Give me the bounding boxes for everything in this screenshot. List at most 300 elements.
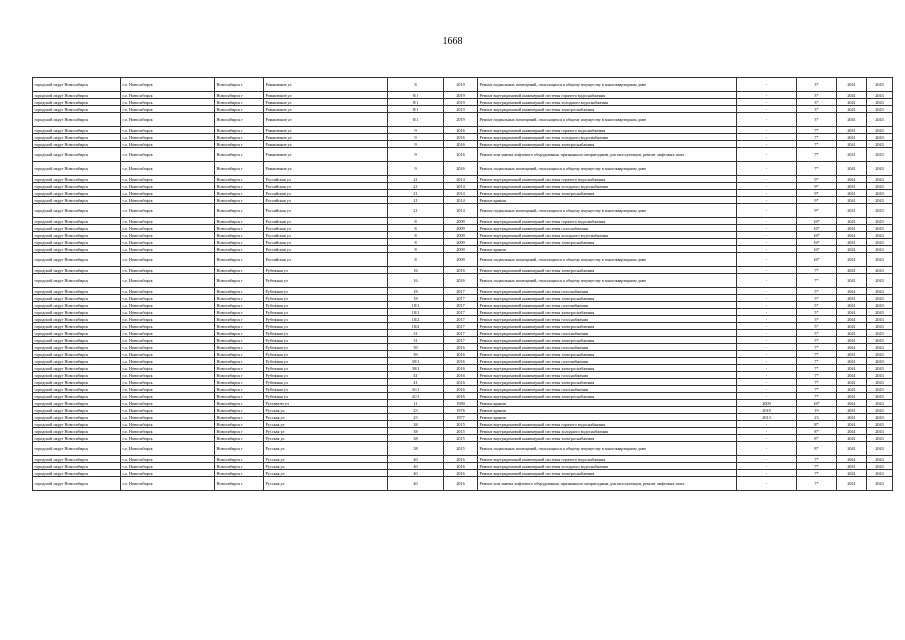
rate-cell: 3* [797,78,837,92]
table-row [33,218,893,225]
from-year-cell: 2041 [837,127,867,134]
cost-cell: - [737,204,797,218]
cost-cell: - [737,232,797,239]
go-cell: г.о. Новосибирск [121,246,215,253]
street-cell: Русская ул [264,407,388,414]
cost-cell: - [737,393,797,400]
year-cell: 2014 [444,204,478,218]
house-cell: 8/1 [388,113,444,127]
to-year-cell: 2043 [867,127,893,134]
rate-cell: 3* [797,113,837,127]
go-cell: г.о. Новосибирск [121,379,215,386]
from-year-cell: 2041 [837,106,867,113]
street-cell: Рубежная ул [264,295,388,302]
cost-cell: - [737,113,797,127]
table-row [33,393,893,400]
okrug-cell: городской округ Новосибирск [33,456,121,463]
table-row [33,288,893,295]
from-year-cell: 2041 [837,407,867,414]
to-year-cell: 2043 [867,463,893,470]
year-cell: 2015 [444,442,478,456]
rate-cell: 7* [797,477,837,491]
to-year-cell: 2043 [867,316,893,323]
rate-cell: 16* [797,253,837,267]
okrug-cell: городской округ Новосибирск [33,134,121,141]
okrug-cell: городской округ Новосибирск [33,141,121,148]
okrug-cell: городской округ Новосибирск [33,197,121,204]
cost-cell: 2009 [737,400,797,407]
work-cell: Ремонт внутридомовой инженерной системы горячего водоснабжения [478,127,737,134]
go-cell: г.о. Новосибирск [121,78,215,92]
go-cell: г.о. Новосибирск [121,141,215,148]
rate-cell: 8* [797,421,837,428]
year-cell: 2015 [444,421,478,428]
okrug-cell: городской округ Новосибирск [33,218,121,225]
rate-cell: 5* [797,316,837,323]
house-cell: 16 [388,274,444,288]
okrug-cell: городской округ Новосибирск [33,246,121,253]
year-cell: 2016 [444,463,478,470]
city-cell: Новосибирск г [215,316,264,323]
house-cell: 9 [388,141,444,148]
city-cell: Новосибирск г [215,127,264,134]
to-year-cell: 2043 [867,477,893,491]
table-row [33,78,893,92]
to-year-cell: 2043 [867,113,893,127]
city-cell: Новосибирск г [215,351,264,358]
table-row [33,414,893,421]
from-year-cell: 2041 [837,246,867,253]
rate-cell: 5* [797,309,837,316]
to-year-cell: 2043 [867,351,893,358]
to-year-cell: 2043 [867,106,893,113]
street-cell: Романтиков ул [264,78,388,92]
to-year-cell: 2043 [867,218,893,225]
work-cell: Ремонт крыши [478,407,737,414]
rate-cell: 23 [797,414,837,421]
go-cell: г.о. Новосибирск [121,414,215,421]
to-year-cell: 2043 [867,183,893,190]
city-cell: Новосибирск г [215,323,264,330]
work-cell: Ремонт внутридомовой инженерной системы электроснабжения [478,379,737,386]
street-cell: Русская ул [264,435,388,442]
city-cell: Новосибирск г [215,358,264,365]
from-year-cell: 2041 [837,141,867,148]
to-year-cell: 2043 [867,365,893,372]
work-cell: Ремонт крыши [478,400,737,407]
house-cell: 9 [388,134,444,141]
table-row [33,92,893,99]
year-cell: 2019 [444,92,478,99]
year-cell: 2019 [444,78,478,92]
work-cell: Ремонт крыши [478,414,737,421]
cost-cell: - [737,225,797,232]
from-year-cell: 2041 [837,309,867,316]
to-year-cell: 2043 [867,393,893,400]
street-cell: Романтиков ул [264,92,388,99]
to-year-cell: 2043 [867,379,893,386]
street-cell: Российская ул [264,176,388,183]
table-row [33,162,893,176]
year-cell: 2017 [444,302,478,309]
table-row [33,407,893,414]
to-year-cell: 2043 [867,288,893,295]
street-cell: Рубежная ул [264,267,388,274]
cost-cell: - [737,358,797,365]
from-year-cell: 2041 [837,162,867,176]
to-year-cell: 2043 [867,330,893,337]
work-cell: Ремонт подвальных помещений, относящихся к общему имуществу в многоквартирном доме [478,162,737,176]
table-row [33,176,893,183]
to-year-cell: 2043 [867,414,893,421]
street-cell: Русская ул [264,456,388,463]
city-cell: Новосибирск г [215,190,264,197]
registry-table [32,77,893,491]
from-year-cell: 2041 [837,316,867,323]
house-cell: 38 [388,435,444,442]
to-year-cell: 2043 [867,435,893,442]
rate-cell: 3* [797,106,837,113]
from-year-cell: 2041 [837,414,867,421]
street-cell: Российская ул [264,239,388,246]
okrug-cell: городской округ Новосибирск [33,78,121,92]
from-year-cell: 2041 [837,393,867,400]
rate-cell: 7* [797,372,837,379]
from-year-cell: 2041 [837,456,867,463]
rate-cell: 7* [797,358,837,365]
work-cell: Ремонт внутридомовой инженерной системы горячего водоснабжения [478,176,737,183]
year-cell: 2014 [444,183,478,190]
table-row [33,435,893,442]
okrug-cell: городской округ Новосибирск [33,162,121,176]
rate-cell: 7* [797,365,837,372]
street-cell: Романтиков ул [264,162,388,176]
okrug-cell: городской округ Новосибирск [33,183,121,190]
from-year-cell: 2041 [837,477,867,491]
street-cell: Российская ул [264,225,388,232]
work-cell: Ремонт внутридомовой инженерной системы холодного водоснабжения [478,428,737,435]
okrug-cell: городской округ Новосибирск [33,295,121,302]
table-row [33,246,893,253]
go-cell: г.о. Новосибирск [121,253,215,267]
go-cell: г.о. Новосибирск [121,400,215,407]
street-cell: Российская ул [264,183,388,190]
okrug-cell: городской округ Новосибирск [33,113,121,127]
house-cell: 9 [388,148,444,162]
house-cell: 21 [388,190,444,197]
year-cell: 2019 [444,99,478,106]
go-cell: г.о. Новосибирск [121,134,215,141]
table-row [33,442,893,456]
from-year-cell: 2041 [837,323,867,330]
house-cell: 8 [388,78,444,92]
street-cell: Романтиков ул [264,134,388,141]
street-cell: Романтиков ул [264,113,388,127]
from-year-cell: 2041 [837,218,867,225]
to-year-cell: 2043 [867,428,893,435]
year-cell: 2015 [444,428,478,435]
rate-cell: 9* [797,183,837,190]
work-cell: Ремонт внутридомовой инженерной системы электроснабжения [478,337,737,344]
table-row [33,99,893,106]
go-cell: г.о. Новосибирск [121,113,215,127]
cost-cell: - [737,428,797,435]
city-cell: Новосибирск г [215,365,264,372]
street-cell: Рубежная ул [264,302,388,309]
city-cell: Новосибирск г [215,232,264,239]
to-year-cell: 2043 [867,337,893,344]
year-cell: 2009 [444,239,478,246]
rate-cell: 5* [797,330,837,337]
to-year-cell: 2043 [867,148,893,162]
house-cell: 39/1 [388,365,444,372]
okrug-cell: городской округ Новосибирск [33,414,121,421]
table-row [33,456,893,463]
city-cell: Новосибирск г [215,253,264,267]
city-cell: Новосибирск г [215,400,264,407]
work-cell: Ремонт внутридомовой инженерной системы холодного водоснабжения [478,134,737,141]
go-cell: г.о. Новосибирск [121,316,215,323]
table-row [33,379,893,386]
city-cell: Новосибирск г [215,372,264,379]
year-cell: 2016 [444,267,478,274]
table-row [33,372,893,379]
go-cell: г.о. Новосибирск [121,351,215,358]
okrug-cell: городской округ Новосибирск [33,428,121,435]
house-cell: 31 [388,330,444,337]
rate-cell: 7* [797,456,837,463]
cost-cell: - [737,442,797,456]
okrug-cell: городской округ Новосибирск [33,288,121,295]
house-cell: 11 [388,400,444,407]
table-row [33,183,893,190]
street-cell: Русская ул [264,463,388,470]
house-cell: 8 [388,246,444,253]
table-row [33,316,893,323]
city-cell: Новосибирск г [215,295,264,302]
city-cell: Новосибирск г [215,225,264,232]
work-cell: Ремонт внутридомовой инженерной системы газоснабжения [478,330,737,337]
go-cell: г.о. Новосибирск [121,288,215,295]
year-cell: 2017 [444,337,478,344]
work-cell: Ремонт внутридомовой инженерной системы электроснабжения [478,393,737,400]
work-cell: Ремонт внутридомовой инженерной системы газоснабжения [478,358,737,365]
cost-cell: - [737,302,797,309]
street-cell: Русская ул [264,421,388,428]
go-cell: г.о. Новосибирск [121,309,215,316]
cost-cell: - [737,316,797,323]
work-cell: Ремонт подвальных помещений, относящихся к общему имуществу в многоквартирном доме [478,113,737,127]
okrug-cell: городской округ Новосибирск [33,274,121,288]
go-cell: г.о. Новосибирск [121,302,215,309]
work-cell: Ремонт внутридомовой инженерной системы электроснабжения [478,295,737,302]
table-row [33,295,893,302]
work-cell: Ремонт внутридомовой инженерной системы газоснабжения [478,288,737,295]
cost-cell: - [737,176,797,183]
street-cell: Рубежная ул [264,393,388,400]
from-year-cell: 2041 [837,358,867,365]
cost-cell: - [737,295,797,302]
year-cell: 2017 [444,316,478,323]
work-cell: Ремонт или замена лифтового оборудования, признанного непригодным для эксплуатации, ремонт лифтовых шахт [478,477,737,491]
work-cell: Ремонт внутридомовой инженерной системы электроснабжения [478,470,737,477]
house-cell: 8 [388,218,444,225]
house-cell: 39/1 [388,358,444,365]
city-cell: Новосибирск г [215,456,264,463]
cost-cell: - [737,246,797,253]
cost-cell: - [737,337,797,344]
house-cell: 16 [388,267,444,274]
from-year-cell: 2041 [837,365,867,372]
year-cell: 2017 [444,288,478,295]
city-cell: Новосибирск г [215,106,264,113]
to-year-cell: 2043 [867,246,893,253]
to-year-cell: 2043 [867,386,893,393]
street-cell: Российская ул [264,253,388,267]
table-row [33,232,893,239]
from-year-cell: 2041 [837,295,867,302]
go-cell: г.о. Новосибирск [121,477,215,491]
cost-cell: - [737,365,797,372]
to-year-cell: 2043 [867,99,893,106]
go-cell: г.о. Новосибирск [121,274,215,288]
work-cell: Ремонт внутридомовой инженерной системы электроснабжения [478,365,737,372]
work-cell: Ремонт внутридомовой инженерной системы газоснабжения [478,386,737,393]
okrug-cell: городской округ Новосибирск [33,365,121,372]
street-cell: Рубежная ул [264,358,388,365]
rate-cell: 16* [797,400,837,407]
city-cell: Новосибирск г [215,330,264,337]
house-cell: 40 [388,456,444,463]
street-cell: Рубежная ул [264,372,388,379]
to-year-cell: 2043 [867,323,893,330]
street-cell: Романтиков ул [264,127,388,134]
year-cell: 2016 [444,477,478,491]
house-cell: 40 [388,477,444,491]
work-cell: Ремонт внутридомовой инженерной системы холодного водоснабжения [478,232,737,239]
cost-cell: - [737,421,797,428]
go-cell: г.о. Новосибирск [121,365,215,372]
city-cell: Новосибирск г [215,162,264,176]
rate-cell: 7* [797,470,837,477]
go-cell: г.о. Новосибирск [121,442,215,456]
house-cell: 39 [388,351,444,358]
to-year-cell: 2043 [867,274,893,288]
year-cell: 2017 [444,309,478,316]
rate-cell: 7* [797,379,837,386]
street-cell: Российская ул [264,218,388,225]
go-cell: г.о. Новосибирск [121,183,215,190]
go-cell: г.о. Новосибирск [121,463,215,470]
house-cell: 41/1 [388,386,444,393]
to-year-cell: 2043 [867,176,893,183]
okrug-cell: городской округ Новосибирск [33,337,121,344]
from-year-cell: 2041 [837,239,867,246]
work-cell: Ремонт внутридомовой инженерной системы электроснабжения [478,351,737,358]
rate-cell: 7* [797,274,837,288]
city-cell: Новосибирск г [215,421,264,428]
year-cell: 2016 [444,393,478,400]
work-cell: Ремонт или замена лифтового оборудования, признанного непригодным для эксплуатации, ремонт лифтовых шахт [478,148,737,162]
okrug-cell: городской округ Новосибирск [33,225,121,232]
go-cell: г.о. Новосибирск [121,267,215,274]
work-cell: Ремонт подвальных помещений, относящихся к общему имуществу в многоквартирном доме [478,253,737,267]
street-cell: Российская ул [264,246,388,253]
city-cell: Новосибирск г [215,344,264,351]
table-row [33,190,893,197]
city-cell: Новосибирск г [215,141,264,148]
house-cell: 41 [388,379,444,386]
cost-cell: - [737,386,797,393]
year-cell: 2014 [444,197,478,204]
rate-cell: 3* [797,99,837,106]
table-row [33,337,893,344]
year-cell: 2016 [444,351,478,358]
house-cell: 8 [388,239,444,246]
to-year-cell: 2043 [867,470,893,477]
go-cell: г.о. Новосибирск [121,127,215,134]
work-cell: Ремонт внутридомовой инженерной системы электроснабжения [478,141,737,148]
city-cell: Новосибирск г [215,78,264,92]
from-year-cell: 2041 [837,470,867,477]
go-cell: г.о. Новосибирск [121,162,215,176]
city-cell: Новосибирск г [215,218,264,225]
to-year-cell: 2043 [867,442,893,456]
okrug-cell: городской округ Новосибирск [33,386,121,393]
table-row [33,302,893,309]
table-row [33,400,893,407]
from-year-cell: 2041 [837,435,867,442]
from-year-cell: 2041 [837,113,867,127]
table-row [33,239,893,246]
okrug-cell: городской округ Новосибирск [33,253,121,267]
cost-cell: - [737,309,797,316]
from-year-cell: 2041 [837,148,867,162]
year-cell: 2009 [444,225,478,232]
work-cell: Ремонт подвальных помещений, относящихся к общему имуществу в многоквартирном доме [478,78,737,92]
work-cell: Ремонт внутридомовой инженерной системы электроснабжения [478,323,737,330]
city-cell: Новосибирск г [215,442,264,456]
city-cell: Новосибирск г [215,267,264,274]
work-cell: Ремонт внутридомовой инженерной системы холодного водоснабжения [478,463,737,470]
table-row [33,148,893,162]
year-cell: 2019 [444,113,478,127]
street-cell: Рубежная ул [264,337,388,344]
work-cell: Ремонт крыши [478,197,737,204]
go-cell: г.о. Новосибирск [121,393,215,400]
city-cell: Новосибирск г [215,435,264,442]
work-cell: Ремонт внутридомовой инженерной системы холодного водоснабжения [478,99,737,106]
street-cell: Руставели ул [264,400,388,407]
table-row [33,323,893,330]
cost-cell: - [737,190,797,197]
from-year-cell: 2041 [837,99,867,106]
table-row [33,127,893,134]
city-cell: Новосибирск г [215,288,264,295]
year-cell: 2016 [444,274,478,288]
street-cell: Рубежная ул [264,365,388,372]
house-cell: 21 [388,183,444,190]
from-year-cell: 2041 [837,344,867,351]
table-row [33,113,893,127]
okrug-cell: городской округ Новосибирск [33,379,121,386]
table-row [33,106,893,113]
table-row [33,274,893,288]
table-row [33,477,893,491]
go-cell: г.о. Новосибирск [121,421,215,428]
city-cell: Новосибирск г [215,379,264,386]
cost-cell: - [737,106,797,113]
